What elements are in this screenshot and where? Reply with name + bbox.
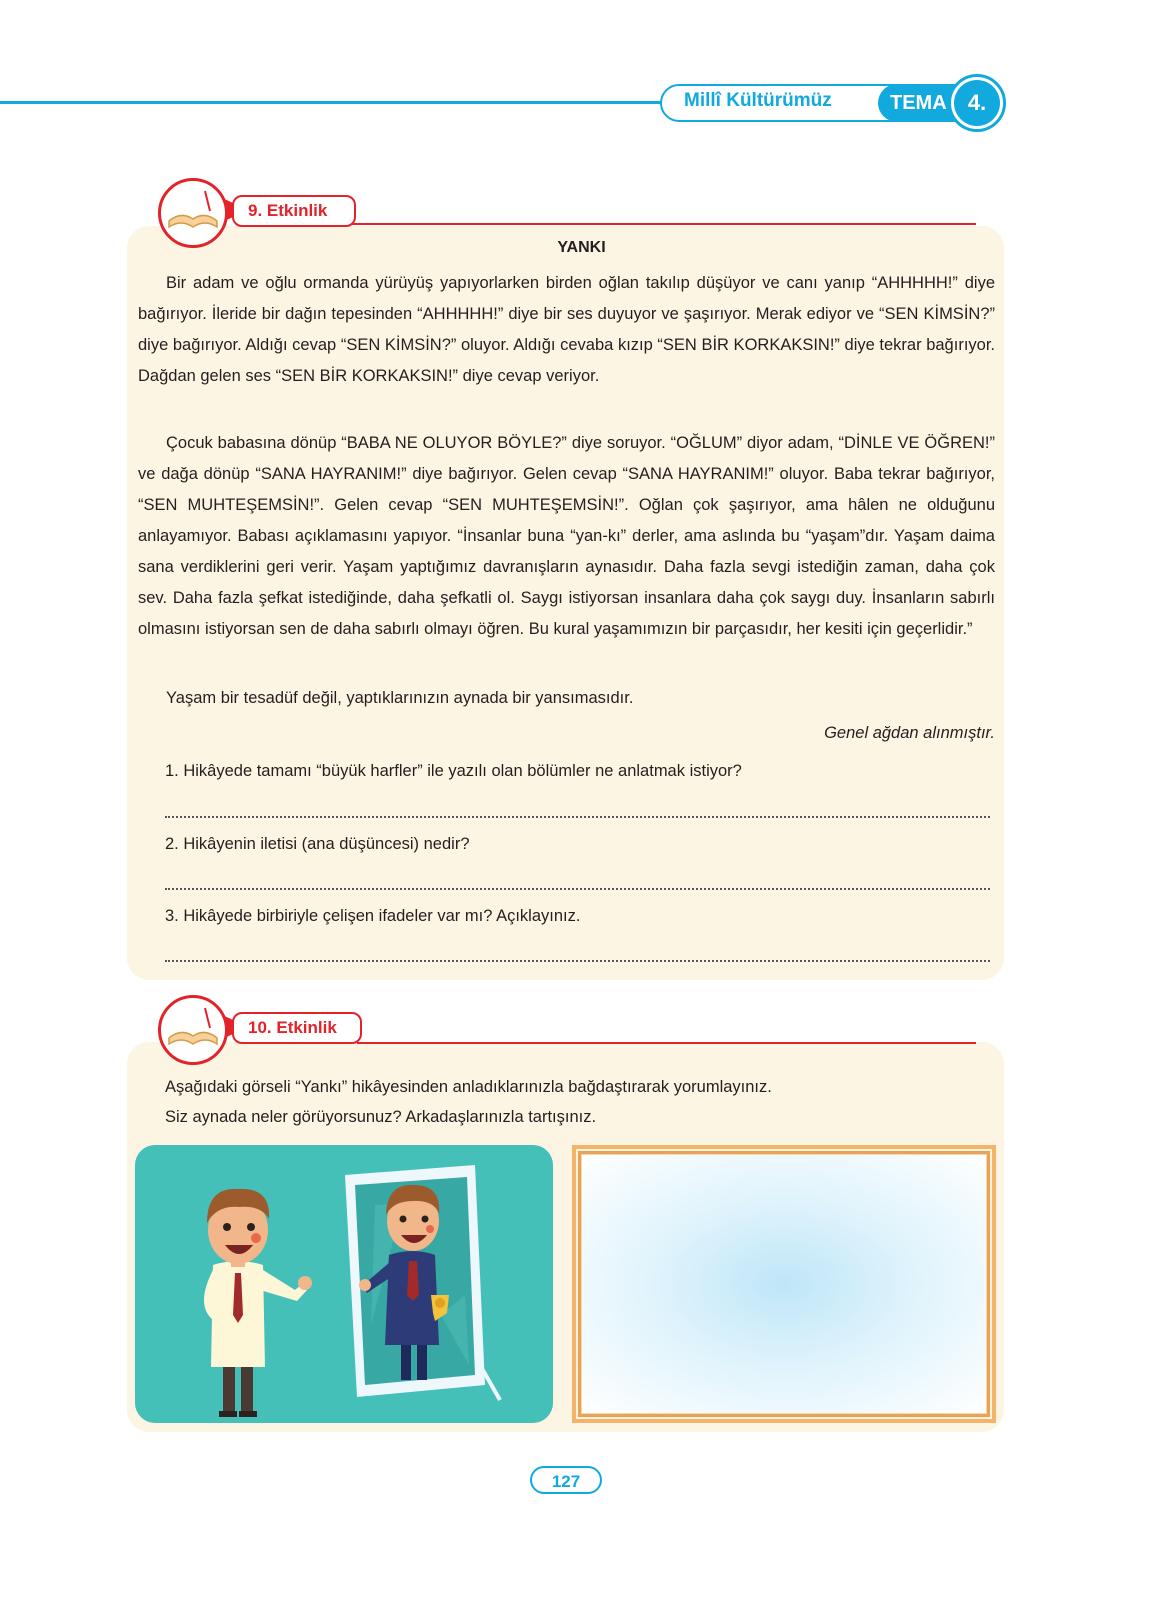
empty-mirror-frame	[572, 1145, 996, 1423]
open-book-icon	[158, 178, 228, 248]
header-line	[0, 101, 680, 104]
question-3: 3. Hikâyede birbiriyle çelişen ifadeler var mı? Açıklayınız.	[165, 907, 581, 925]
header-section-title: Millî Kültürümüz	[684, 90, 832, 111]
tema-number: 4.	[954, 80, 1000, 126]
frame-border	[576, 1149, 992, 1419]
tema-badge: TEMA	[878, 84, 964, 122]
story-paragraph-3: Yaşam bir tesadüf değil, yaptıklarınızın aynada bir yansımasıdır.	[166, 689, 634, 707]
frame-glass	[581, 1154, 987, 1414]
story-paragraph-1: Bir adam ve oğlu ormanda yürüyüş yapıyorlarken birden oğlan takılıp düşüyor ve canı yanıp “AHHHHH!” diye bağırıyor. İleride bir dağın tepesinden “AHHHHH!” diye bir ses duyuyor ve şaşırıyor. Merak ediyor ve “SEN KİMSİN?” diye bağırıyor. Aldığı cevap “SEN KİMSİN?” oluyor. Aldığı cevaba kızıp “SEN BİR KORKAKSIN!” diye tekrar bağırıyor. Dağdan gelen ses “SEN BİR KORKAKSIN!” diye cevap veriyor.	[138, 274, 995, 385]
mirror-illustration	[135, 1145, 553, 1423]
page-number: 127	[530, 1466, 602, 1494]
question-2: 2. Hikâyenin iletisi (ana düşüncesi) nedir?	[165, 835, 470, 853]
answer-line-3[interactable]	[165, 958, 990, 962]
open-book-icon	[158, 995, 228, 1065]
story-title: YANKI	[557, 239, 606, 256]
man-figure	[204, 1189, 312, 1417]
activity-10-rule	[357, 1042, 976, 1044]
answer-line-2[interactable]	[165, 886, 990, 890]
activity-9-label: 9. Etkinlik	[232, 195, 356, 227]
story-paragraph-2: Çocuk babasına dönüp “BABA NE OLUYOR BÖYLE?” diye soruyor. “OĞLUM” diyor adam, “DİNLE VE ÖĞREN!” ve dağa dönüp “SANA HAYRANIM!” diye bağırıyor. Gelen cevap “SANA HAYRANIM!” oluyor. Baba tekrar bağırıyor, “SEN MUHTEŞEMSİN!”. Gelen cevap “SEN MUHTEŞEMSİN!”. Oğlan çok şaşırıyor, ama hâlen ne olduğunu anlayamıyor. Babası açıklamasını yapıyor. “İnsanlar buna “yan-kı” derler, ama aslında bu “yaşam”dır. Yaşam daima sana verdiklerini geri verir. Yaşam yaptığımız davranışların aynasıdır. Daha fazla sevgi istediğin zaman, daha çok sev. Daha fazla şefkat istediğinde, daha şefkatli ol. Saygı istiyorsan insanlara daha çok saygı duy. İnsanların sabırlı olmasını istiyorsan sen de daha sabırlı olmayı öğren. Bu kural yaşamımızın bir parçasıdır, her kesiti için geçerlidir.”	[138, 434, 995, 638]
instruction-2: Siz aynada neler görüyorsunuz? Arkadaşlarınızla tartışınız.	[165, 1108, 597, 1126]
answer-line-1[interactable]	[165, 814, 990, 818]
question-1: 1. Hikâyede tamamı “büyük harfler” ile yazılı olan bölümler ne anlatmak istiyor?	[165, 762, 742, 780]
mirror	[345, 1165, 500, 1400]
activity-9-rule	[350, 223, 976, 225]
activity-10-label: 10. Etkinlik	[232, 1012, 362, 1044]
instruction-1: Aşağıdaki görseli “Yankı” hikâyesinden anladıklarınızla bağdaştırarak yorumlayınız.	[165, 1078, 772, 1096]
story-source: Genel ağdan alınmıştır.	[824, 724, 995, 742]
